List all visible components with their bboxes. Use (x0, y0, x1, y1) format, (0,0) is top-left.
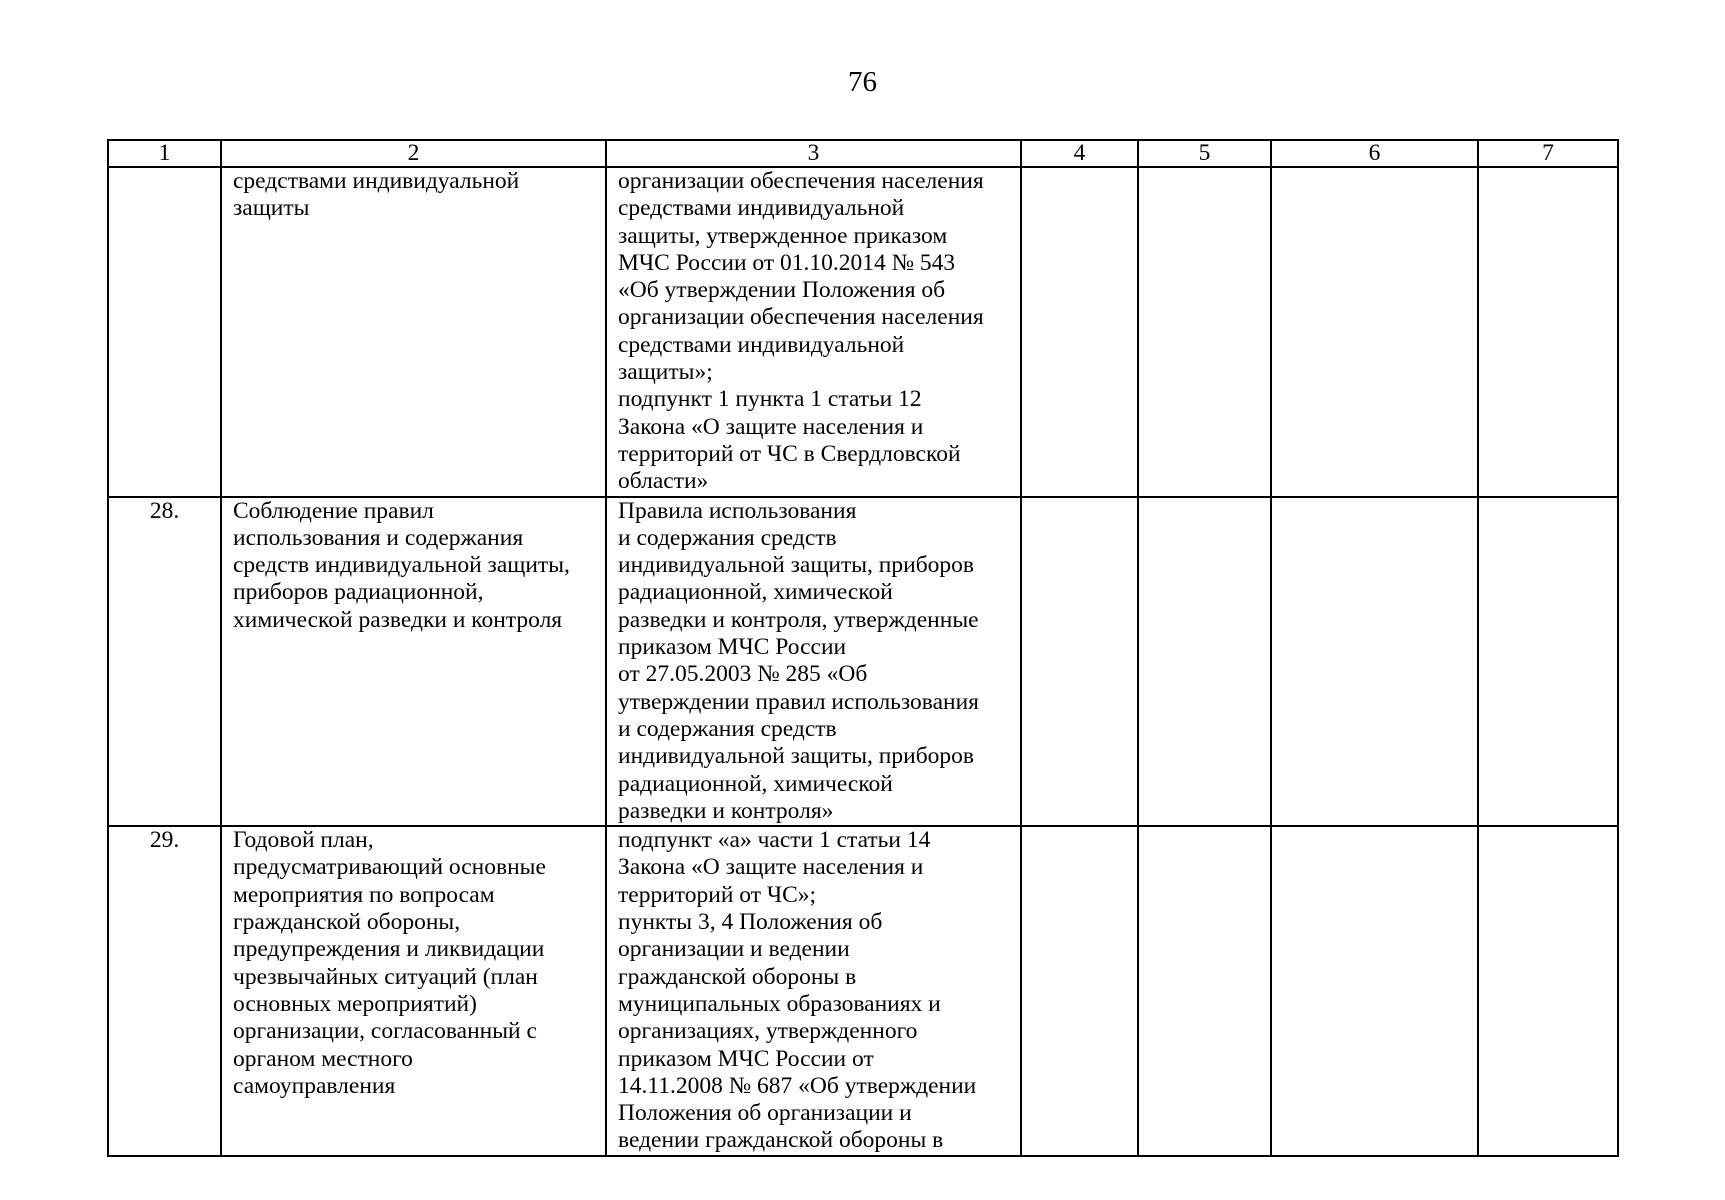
column-header: 3 (606, 140, 1021, 167)
table-row (108, 167, 1618, 497)
table-cell (1021, 826, 1138, 1156)
table-cell (1021, 167, 1138, 497)
table-cell (1138, 826, 1271, 1156)
column-header: 2 (221, 140, 606, 167)
page-number: 76 (848, 66, 877, 98)
legal-basis: Правила использования и содержания средств индивидуальной защиты, приборов радиационной, химической разведки и контроля, утвержденные приказом МЧС России от 27.05.2003 № 285 «Об утверждении правил использования и содержания средств индивидуальной защиты, приборов радиационной, химической разведки и контроля» (606, 497, 1021, 827)
column-header: 1 (108, 140, 221, 167)
table-cell (1478, 826, 1618, 1156)
requirement-subject: Годовой план, предусматривающий основные мероприятия по вопросам гражданской обороны, предупреждения и ликвидации чрезвычайных ситуаций (план основных мероприятий) организации, согласованный с органом местного самоуправления (221, 826, 606, 1156)
table-header-row (108, 140, 1618, 167)
table-cell (1271, 497, 1478, 827)
row-number: 28. (108, 497, 221, 827)
column-header: 4 (1021, 140, 1138, 167)
table-cell (1271, 826, 1478, 1156)
legal-basis: подпункт «а» части 1 статьи 14 Закона «О защите населения и территорий от ЧС»; пункты 3, 4 Положения об организации и ведении гражданской обороны в муниципальных образованиях и организациях, утвержденного приказом МЧС России от 14.11.2008 № 687 «Об утверждении Положения об организации и ведении гражданской обороны в (606, 826, 1021, 1156)
table-cell (1021, 497, 1138, 827)
legal-basis: организации обеспечения населения средствами индивидуальной защиты, утвержденное приказом МЧС России от 01.10.2014 № 543 «Об утверждении Положения об организации обеспечения населения средствами индивидуальной защиты»; подпункт 1 пункта 1 статьи 12 Закона «О защите населения и территорий от ЧС в Свердловской области» (606, 167, 1021, 497)
requirement-subject: средствами индивидуальной защиты (221, 167, 606, 497)
table-row (108, 826, 1618, 1156)
row-number (108, 167, 221, 497)
column-header: 7 (1478, 140, 1618, 167)
table-cell (1138, 167, 1271, 497)
table-row (108, 497, 1618, 827)
table-cell (1478, 167, 1618, 497)
table-cell (1271, 167, 1478, 497)
regulation-table (107, 139, 1619, 1157)
row-number: 29. (108, 826, 221, 1156)
column-header: 6 (1271, 140, 1478, 167)
table-cell (1478, 497, 1618, 827)
column-header: 5 (1138, 140, 1271, 167)
table-cell (1138, 497, 1271, 827)
requirement-subject: Соблюдение правил использования и содержания средств индивидуальной защиты, приборов радиационной, химической разведки и контроля (221, 497, 606, 827)
